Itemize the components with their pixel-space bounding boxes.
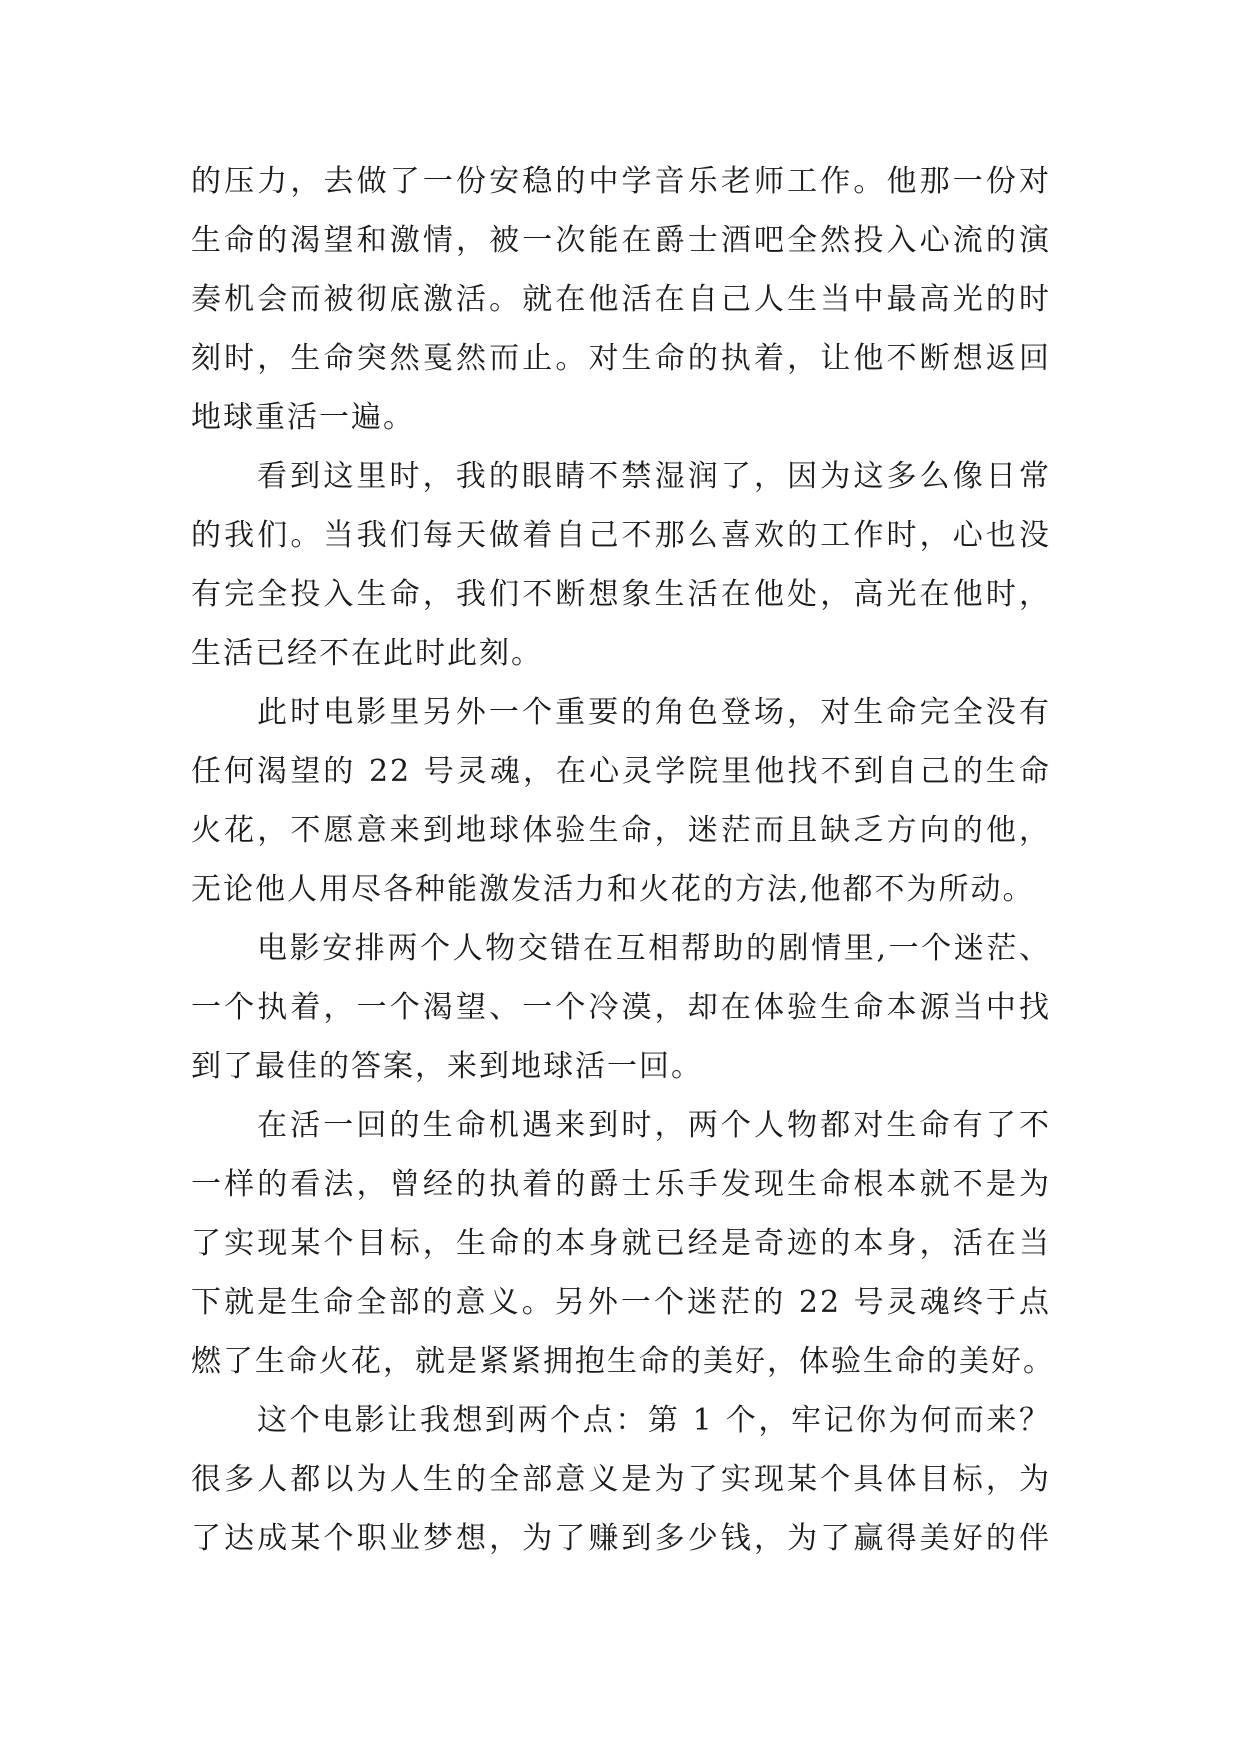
text-line: 这个电影让我想到两个点：第 1 个，牢记你为何而来？ xyxy=(257,1403,1051,1438)
paragraph-4 xyxy=(191,919,1051,1096)
paragraph-2 xyxy=(191,447,1051,683)
text-line: 了实现某个目标，生命的本身就已经是奇迹的本身，活在当 xyxy=(191,1226,1051,1261)
paragraph-6 xyxy=(191,1391,1051,1568)
text-line: 电影安排两个人物交错在互相帮助的剧情里,一个迷茫、 xyxy=(257,931,1051,966)
text-line: 一样的看法，曾经的执着的爵士乐手发现生命根本就不是为 xyxy=(191,1167,1051,1202)
text-line: 了达成某个职业梦想，为了赚到多少钱，为了赢得美好的伴 xyxy=(191,1521,1051,1556)
text-line: 火花，不愿意来到地球体验生命，迷茫而且缺乏方向的他， xyxy=(191,813,1051,848)
text-line: 燃了生命火花，就是紧紧拥抱生命的美好，体验生命的美好。 xyxy=(191,1344,1055,1379)
text-line: 地球重活一遍。 xyxy=(191,400,415,435)
text-line: 的压力，去做了一份安稳的中学音乐老师工作。他那一份对 xyxy=(191,164,1051,199)
text-line: 奏机会而被彻底激活。就在他活在自己人生当中最高光的时 xyxy=(191,282,1051,317)
text-line: 此时电影里另外一个重要的角色登场，对生命完全没有 xyxy=(257,695,1051,730)
text-line: 任何渴望的 22 号灵魂，在心灵学院里他找不到自己的生命 xyxy=(191,754,1051,789)
text-line: 生活已经不在此时此刻。 xyxy=(191,636,543,671)
paragraph-3 xyxy=(191,683,1051,919)
text-line: 看到这里时，我的眼睛不禁湿润了，因为这多么像日常 xyxy=(257,459,1051,494)
text-line: 无论他人用尽各种能激发活力和火花的方法,他都不为所动。 xyxy=(191,872,1035,907)
text-line: 很多人都以为人生的全部意义是为了实现某个具体目标，为 xyxy=(191,1462,1051,1497)
text-line: 下就是生命全部的意义。另外一个迷茫的 22 号灵魂终于点 xyxy=(191,1285,1051,1320)
text-line: 的我们。当我们每天做着自己不那么喜欢的工作时，心也没 xyxy=(191,518,1051,553)
text-line: 一个执着，一个渴望、一个冷漠，却在体验生命本源当中找 xyxy=(191,990,1051,1025)
paragraph-5 xyxy=(191,1096,1055,1391)
text-line: 生命的渴望和激情，被一次能在爵士酒吧全然投入心流的演 xyxy=(191,223,1051,258)
paragraph-1 xyxy=(191,152,1051,447)
text-line: 有完全投入生命，我们不断想象生活在他处，高光在他时， xyxy=(191,577,1051,612)
text-line: 到了最佳的答案，来到地球活一回。 xyxy=(191,1049,703,1084)
document-body xyxy=(191,152,1055,1568)
text-line: 刻时，生命突然戛然而止。对生命的执着，让他不断想返回 xyxy=(191,341,1051,376)
text-line: 在活一回的生命机遇来到时，两个人物都对生命有了不 xyxy=(257,1108,1051,1143)
